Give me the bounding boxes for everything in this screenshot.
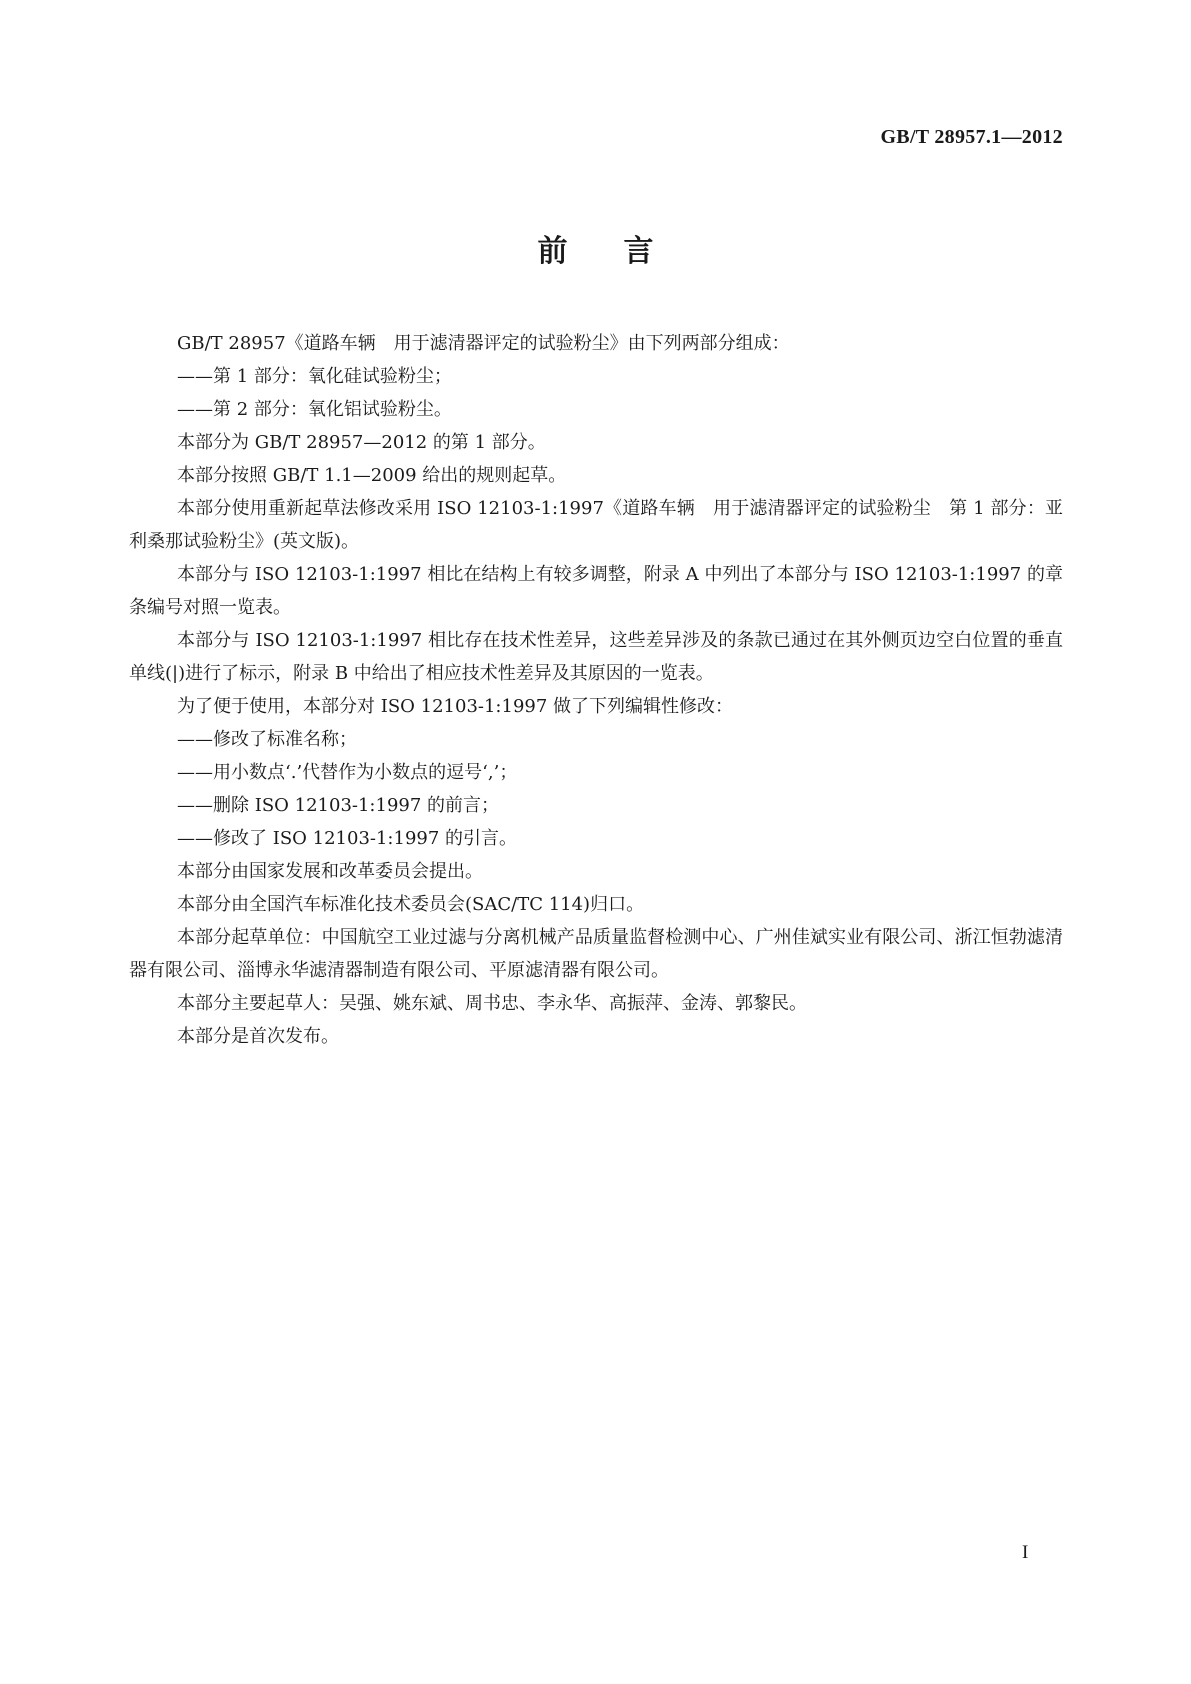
page-number: I <box>1022 1542 1029 1563</box>
paragraph: 本部分为 GB/T 28957—2012 的第 1 部分。 <box>177 432 546 453</box>
paragraph: ——用小数点‘.’代替作为小数点的逗号‘,’； <box>177 762 518 783</box>
paragraph: GB/T 28957《道路车辆 用于滤清器评定的试验粉尘》由下列两部分组成： <box>177 333 790 354</box>
paragraph: 本部分由全国汽车标准化技术委员会(SAC/TC 114)归口。 <box>177 894 645 915</box>
paragraph: ——第 1 部分：氧化硅试验粉尘； <box>177 366 452 387</box>
page-title: 前言 <box>537 234 710 269</box>
paragraph: 本部分是首次发布。 <box>177 1026 339 1047</box>
paragraph: ——修改了标准名称； <box>177 729 357 750</box>
foreword-body <box>129 327 1063 1053</box>
paragraph: 本部分按照 GB/T 1.1—2009 给出的规则起草。 <box>177 465 567 486</box>
paragraph: 本部分与 ISO 12103-1:1997 相比存在技术性差异，这些差异涉及的条款已通过在其外侧页边空白位置的垂直单线(|)进行了标示，附录 B 中给出了相应技术性差异及其原因的一览表。 <box>129 630 1063 684</box>
paragraph: 为了便于使用，本部分对 ISO 12103-1:1997 做了下列编辑性修改： <box>177 696 734 717</box>
paragraph: ——修改了 ISO 12103-1:1997 的引言。 <box>177 828 518 849</box>
paragraph: 本部分主要起草人：吴强、姚东斌、周书忠、李永华、高振萍、金涛、郭黎民。 <box>177 993 807 1014</box>
paragraph: 本部分与 ISO 12103-1:1997 相比在结构上有较多调整，附录 A 中列出了本部分与 ISO 12103-1:1997 的章条编号对照一览表。 <box>129 564 1063 618</box>
standard-number: GB/T 28957.1—2012 <box>880 126 1063 148</box>
paragraph: ——第 2 部分：氧化铝试验粉尘。 <box>177 399 452 420</box>
paragraph: 本部分起草单位：中国航空工业过滤与分离机械产品质量监督检测中心、广州佳斌实业有限公司、浙江恒勃滤清器有限公司、淄博永华滤清器制造有限公司、平原滤清器有限公司。 <box>129 927 1063 981</box>
paragraph: 本部分使用重新起草法修改采用 ISO 12103-1:1997《道路车辆 用于滤清器评定的试验粉尘 第 1 部分：亚利桑那试验粉尘》(英文版)。 <box>129 498 1063 552</box>
paragraph: 本部分由国家发展和改革委员会提出。 <box>177 861 483 882</box>
paragraph: ——删除 ISO 12103-1:1997 的前言； <box>177 795 500 816</box>
